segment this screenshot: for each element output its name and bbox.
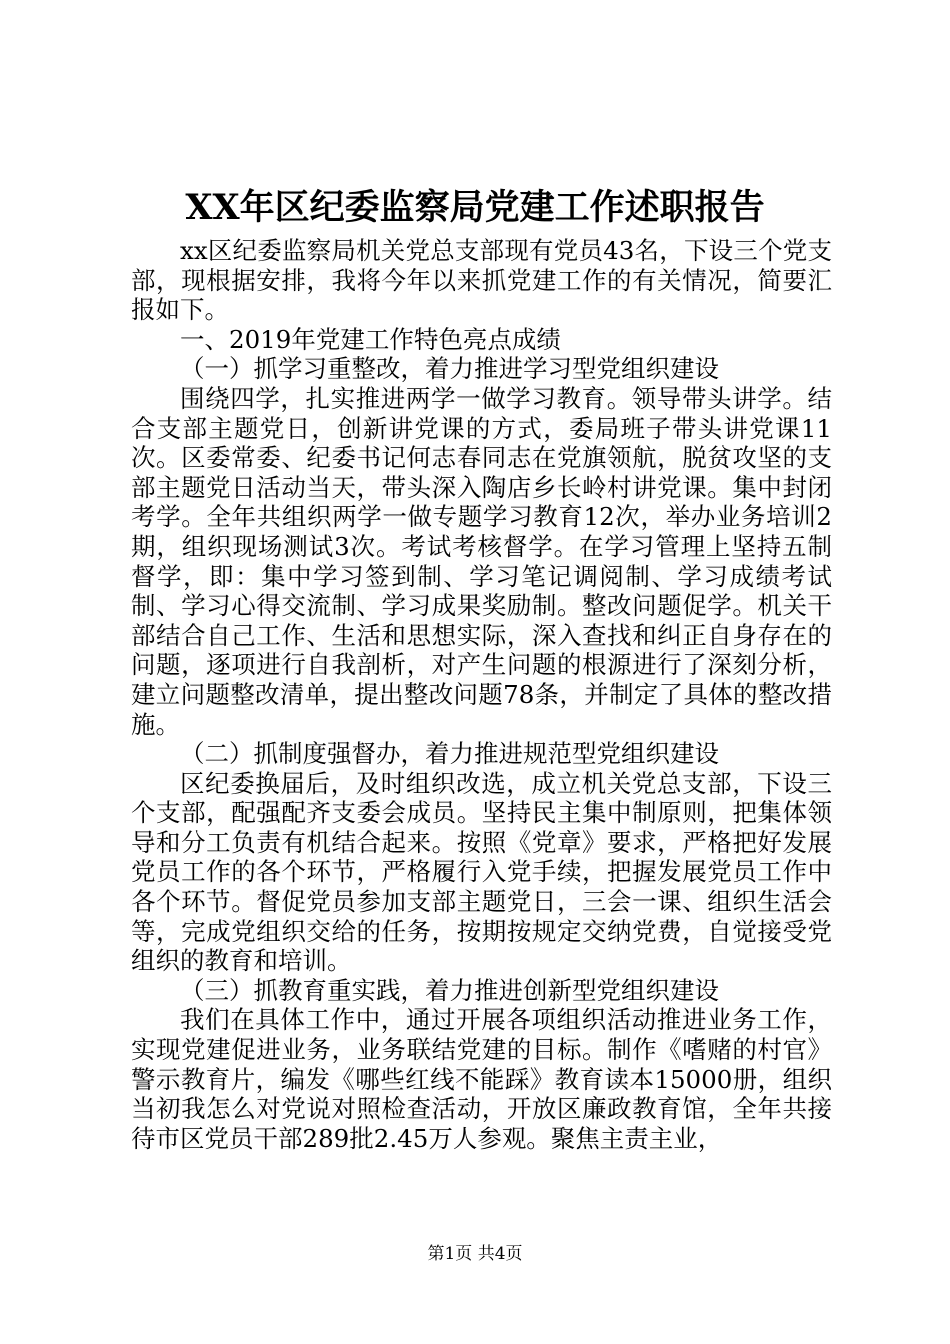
subsection-heading-3: （三）抓教育重实践，着力推进创新型党组织建设 bbox=[180, 975, 719, 1005]
paragraph-education: 我们在具体工作中，通过开展各项组织活动推进业务工作，实现党建促进业务，业务联结党建的目标。制作《嗜赌的村官》警示教育片，编发《哪些红线不能踩》教育读本15000册，组织当初我怎么对党说对照检查活动，开放区廉政教育馆，全年共接待市区党员干部289批2.45万人参观。聚焦主责主业， bbox=[131, 1005, 832, 1153]
document-body bbox=[131, 236, 832, 1153]
subsection-heading-2: （二）抓制度强督办，着力推进规范型党组织建设 bbox=[180, 739, 719, 769]
page-number-footer: 第1页 共4页 bbox=[427, 1244, 523, 1264]
section-heading-1: 一、2019年党建工作特色亮点成绩 bbox=[180, 324, 561, 354]
paragraph-intro: xx区纪委监察局机关党总支部现有党员43名，下设三个党支部，现根据安排，我将今年以来抓党建工作的有关情况，简要汇报如下。 bbox=[131, 236, 832, 325]
document-title: XX年区纪委监察局党建工作述职报告 bbox=[185, 187, 765, 228]
paragraph-system: 区纪委换届后，及时组织改选，成立机关党总支部，下设三个支部，配强配齐支委会成员。坚持民主集中制原则，把集体领导和分工负责有机结合起来。按照《党章》要求，严格把好发展党员工作的各个环节，严格履行入党手续，把握发展党员工作中各个环节。督促党员参加支部主题党日，三会一课、组织生活会等，完成党组织交给的任务，按期按规定交纳党费，自觉接受党组织的教育和培训。 bbox=[131, 768, 832, 976]
paragraph-study: 围绕四学，扎实推进两学一做学习教育。领导带头讲学。结合支部主题党日，创新讲党课的方式，委局班子带头讲党课11次。区委常委、纪委书记何志春同志在党旗领航，脱贫攻坚的支部主题党日活动当天，带头深入陶店乡长岭村讲党课。集中封闭考学。全年共组织两学一做专题学习教育12次，举办业务培训2期，组织现场测试3次。考试考核督学。在学习管理上坚持五制督学，即：集中学习签到制、学习笔记调阅制、学习成绩考试制、学习心得交流制、学习成果奖励制。整改问题促学。机关干部结合自己工作、生活和思想实际，深入查找和纠正自身存在的问题，逐项进行自我剖析，对产生问题的根源进行了深刻分析，建立问题整改清单，提出整改问题78条，并制定了具体的整改措施。 bbox=[131, 383, 832, 739]
subsection-heading-1: （一）抓学习重整改，着力推进学习型党组织建设 bbox=[180, 354, 719, 384]
